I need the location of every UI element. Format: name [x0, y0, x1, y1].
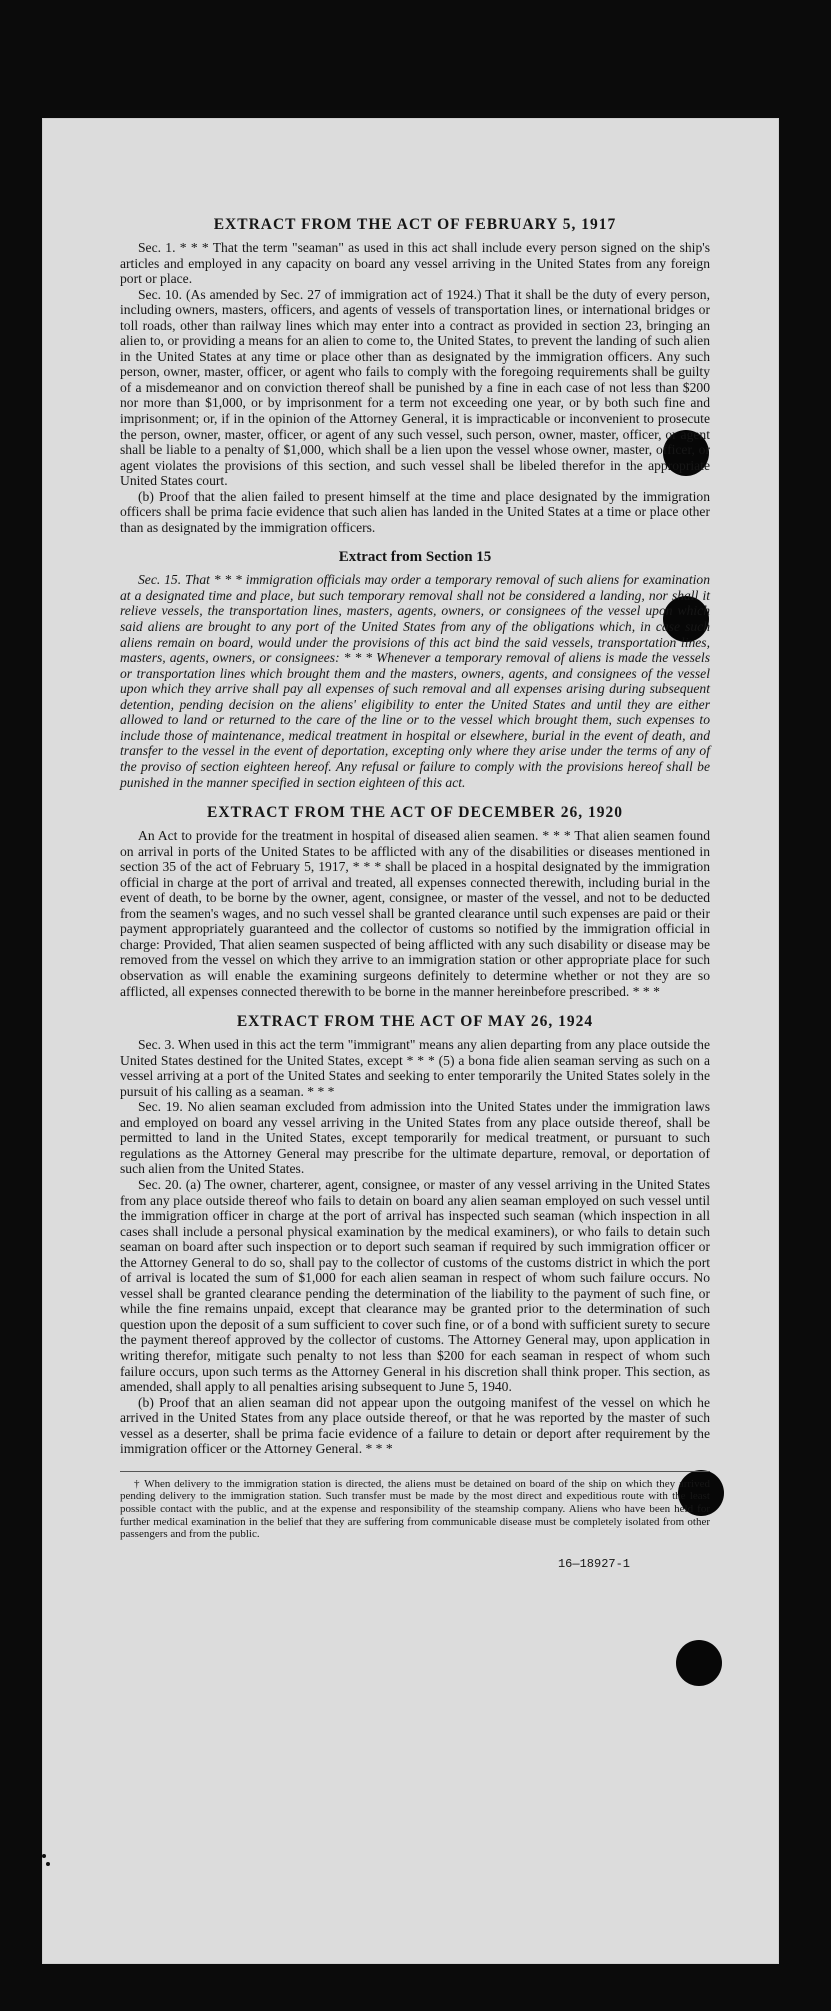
paragraph: Sec. 15. That * * * immigration officials may order a temporary removal of such aliens for examination at a designated time and place, but such temporary removal shall not be considered a landing, nor shall it relieve vessels, the transportation lines, masters, agents, owners, or consignees of the vessel upon which said aliens are brought to any port of the United States from any of the obligations which, in case such aliens remain on board, would under the provisions of this act bind the said vessels, transportation lines, masters, agents, owners, or consignees: * * * Whenever a temporary removal of aliens is made the vessels or transportation lines which brought them and the masters, owners, agents, and consignees of the vessel upon which they arrive shall pay all expenses of such removal and all expenses arising during subsequent detention, pending decision on the aliens' eligibility to enter the United States and until they are either allowed to land or returned to the care of the line or to the vessel which brought them, such expenses to include those of maintenance, medical treatment in hospital or elsewhere, burial in the event of death, and transfer to the vessel in the event of deportation, excepting only where they arise under the terms of any of the proviso of section eighteen hereof. Any refusal or failure to comply with the provisions hereof shall be punished in the manner specified in section eighteen of this act.: [120, 572, 710, 790]
paragraph: Sec. 19. No alien seaman excluded from admission into the United States under the immigration laws and employed on board any vessel arriving in the United States from any place outside thereof, shall be permitted to land in the United States, except temporarily for medical treatment, or pursuant to such regulations as the Attorney General may prescribe for the ultimate departure, removal, or deportation of such alien from the United States.: [120, 1099, 710, 1177]
paragraph: Sec. 1. * * * That the term "seaman" as used in this act shall include every person signed on the ship's articles and employed in any capacity on board any vessel arriving in the United States from any foreign port or place.: [120, 240, 710, 287]
punch-hole: [676, 1640, 722, 1686]
paragraph: Sec. 10. (As amended by Sec. 27 of immigration act of 1924.) That it shall be the duty of every person, including owners, masters, officers, and agents of vessels of transportation lines, or international bridges or toll roads, other than railway lines which may enter into a contract as provided in section 23, bringing an alien to, or providing a means for an alien to come to, the United States, to prevent the landing of such alien in the United States at any time or place other than as designated by the immigration officers. Any such person, owner, master, officer, or agent who fails to comply with the foregoing requirements shall be guilty of a misdemeanor and on conviction thereof shall be punished by a fine in each case of not less than $200 nor more than $1,000, or by imprisonment for a term not exceeding one year, or by both such fine and imprisonment; or, if in the opinion of the Attorney General, it is impracticable or inconvenient to prosecute the person, owner, master, officer, or agent of any such vessel, such person, owner, master, officer, or agent shall be liable to a penalty of $1,000, which shall be a lien upon the vessel whose owner, master, officer, or agent violates the provisions of this section, and such vessel shall be libeled therefor in the appropriate United States court.: [120, 286, 710, 489]
section-heading: EXTRACT FROM THE ACT OF MAY 26, 1924: [236, 1013, 594, 1031]
section-heading: EXTRACT FROM THE ACT OF FEBRUARY 5, 1917: [213, 216, 617, 233]
document-body: [120, 216, 710, 1571]
section-heading: EXTRACT FROM THE ACT OF DECEMBER 26, 1920: [207, 804, 623, 822]
paragraph: Sec. 20. (a) The owner, charterer, agent, consignee, or master of any vessel arriving in the United States from any place outside thereof who fails to detain on board any alien seaman employed on such vessel until the immigration officer in charge at the port of arrival has inspected such seaman (which inspection in all cases shall include a personal physical examination by the medical examiners), or who fails to detain such seaman on board after such inspection or to deport such seaman if required by such immigration officer or the Attorney General to do so, shall pay to the collector of customs of the customs district in which the port of arrival is located the sum of $1,000 for each alien seaman in respect of whom such failure occurs. No vessel shall be granted clearance pending the determination of the liability to the payment of such fine, or while the fine remains unpaid, except that clearance may be granted prior to the determination of such question upon the deposit of a sum sufficient to cover such fine, or of a bond with sufficient surety to secure the payment thereof approved by the collector of customs. The Attorney General may, upon application in writing therefor, mitigate such penalty to not less than $200 for each seaman in respect of whom such failure occurs, upon such terms as the Attorney General in his discretion shall think proper. This section, as amended, shall apply to all penalties arising subsequent to June 5, 1940.: [120, 1176, 710, 1395]
scan-mark: [42, 1854, 46, 1858]
document-page: [42, 118, 779, 1964]
section-extract-15: [120, 549, 710, 790]
paragraph: (b) Proof that the alien failed to present himself at the time and place designated by the immigration officers shall be prima facie evidence that such alien has landed in the United States at a time or place other than as designated by the immigration officers.: [120, 488, 710, 535]
section-act-1924: [120, 1013, 710, 1457]
section-act-1920: [120, 804, 710, 999]
paragraph: Sec. 3. When used in this act the term "immigrant" means any alien departing from any place outside the United States destined for the United States, except * * * (5) a bona fide alien seaman serving as such on a vessel arriving at a port of the United States and seeking to enter temporarily the United States solely in the pursuit of his calling as a seaman. * * *: [120, 1037, 710, 1099]
form-number: 16—18927-1: [557, 1556, 630, 1571]
scan-mark: [46, 1862, 50, 1866]
paragraph: (b) Proof that an alien seaman did not appear upon the outgoing manifest of the vessel on which he arrived in the United States from any place outside thereof, or that he was reported by the master of such vessel as a deserter, shall be prima facie evidence of a failure to detain or deport after requirement by the immigration officer or the Attorney General. * * *: [120, 1394, 710, 1457]
paragraph: An Act to provide for the treatment in hospital of diseased alien seamen. * * * That alien seamen found on arrival in ports of the United States to be afflicted with any of the disabilities or diseases mentioned in section 35 of the act of February 5, 1917, * * * shall be placed in a hospital designated by the immigration official in charge at the port of arrival and treated, all expenses connected therewith, including burial in the event of death, to be borne by the owner, agent, consignee, or master of the vessel, and not to be deducted from the seamen's wages, and no such vessel shall be granted clearance until such expenses are paid or their payment appropriately guaranteed and the collector of customs so notified by the immigration official in charge: Provided, That alien seamen suspected of being afflicted with any such disability or disease may be removed from the vessel on which they arrive to an immigration station or other appropriate place for such observation as will enable the examining surgeons definitely to determine whether or not they are so afflicted, all expenses connected therewith to be borne in the manner hereinbefore prescribed. * * *: [120, 828, 710, 999]
section-subheading: Extract from Section 15: [338, 549, 492, 566]
section-act-1917: [120, 216, 710, 535]
footnote: † When delivery to the immigration station is directed, the aliens must be detained on board of the ship on which they arrived pending delivery to the immigration station. Such transfer must be made by the most direct and expeditious route with the least possible contact with the public, and at the expense and responsibility of the steamship company. Aliens who have been held for further medical examination in the belief that they are suffering from communicable disease must be completely isolated from other passengers and from the public.: [120, 1471, 710, 1541]
